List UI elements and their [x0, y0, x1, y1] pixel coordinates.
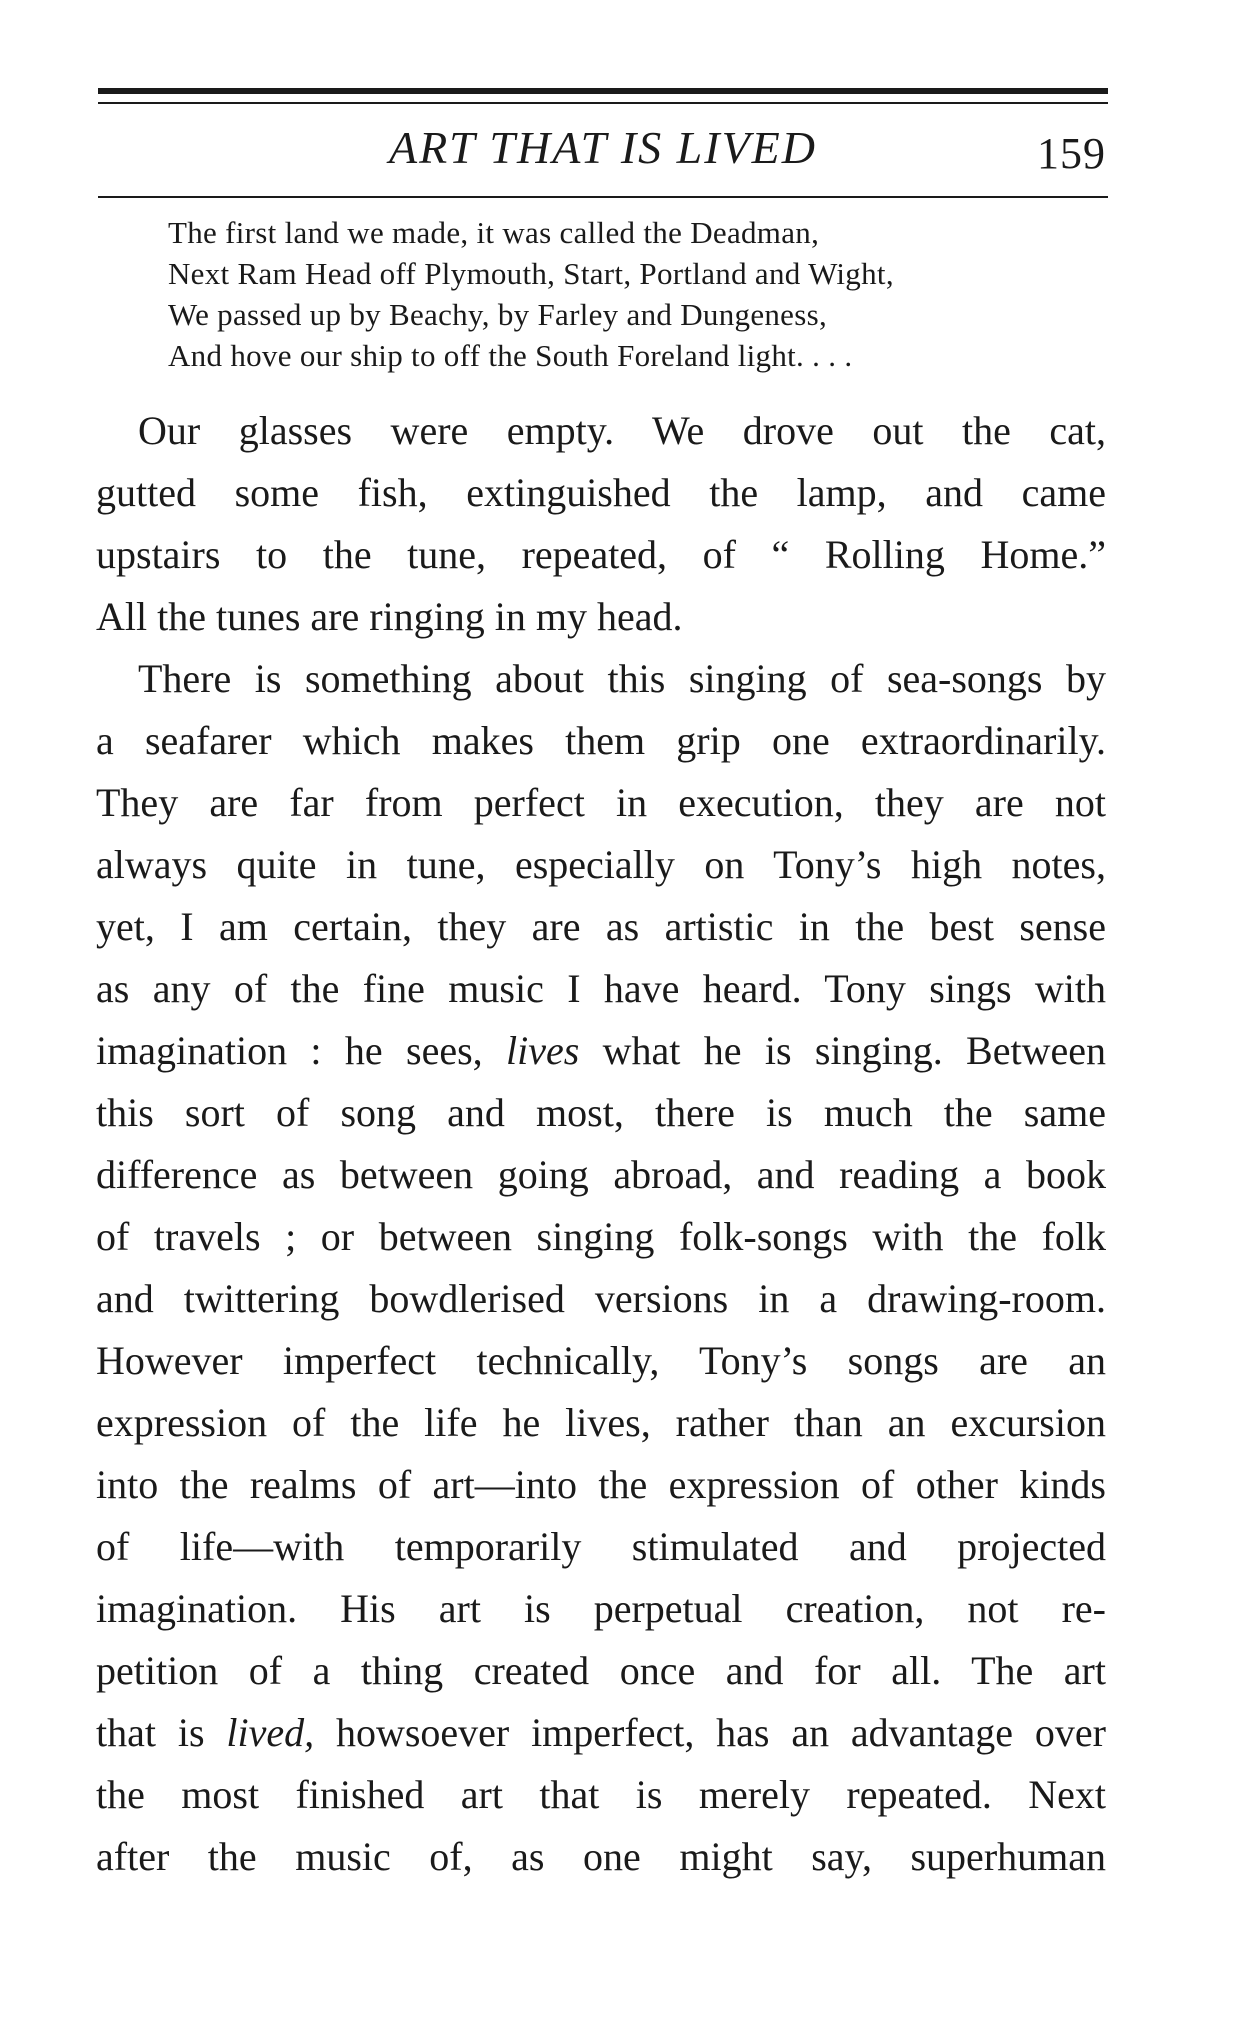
- verse-line: And hove our ship to off the South Foreland light. . . .: [168, 338, 853, 373]
- header-rule-thin: [98, 102, 1108, 104]
- paragraph-2-line: imagination : he sees, lives what he is singing. Between: [96, 1028, 1106, 1073]
- verse-quotation: [168, 212, 1108, 376]
- paragraph-2-line: as any of the fine music I have heard. Tony sings with: [96, 966, 1106, 1011]
- paragraph-2-line: after the music of, as one might say, superhuman: [96, 1834, 1106, 1879]
- paragraph-2-line: this sort of song and most, there is much the same: [96, 1090, 1106, 1135]
- body-text: [96, 400, 1106, 1888]
- verse-line: We passed up by Beachy, by Farley and Dungeness,: [168, 297, 828, 332]
- header-rule-bottom: [98, 196, 1108, 198]
- paragraph-1-line: All the tunes are ringing in my head.: [96, 594, 683, 639]
- page-number: 159: [1037, 129, 1106, 178]
- paragraph-2-line: expression of the life he lives, rather than an excursion: [96, 1400, 1106, 1445]
- paragraph-2-line: into the realms of art—into the expression of other kinds: [96, 1462, 1106, 1507]
- paragraph-2-line: They are far from perfect in execution, they are not: [96, 780, 1106, 825]
- paragraph-2-line: of life—with temporarily stimulated and projected: [96, 1524, 1106, 1569]
- paragraph-2-line: petition of a thing created once and for all. The art: [96, 1648, 1106, 1693]
- running-title: ART THAT IS LIVED: [388, 122, 818, 173]
- paragraph-2-line: that is lived, howsoever imperfect, has an advantage over: [96, 1710, 1106, 1755]
- paragraph-1-line: gutted some fish, extinguished the lamp, and came: [96, 470, 1106, 515]
- paragraph-2-line: yet, I am certain, they are as artistic in the best sense: [96, 904, 1106, 949]
- running-head: [98, 118, 1108, 178]
- paragraph-1-line: Our glasses were empty. We drove out the cat,: [138, 408, 1106, 453]
- verse-line: The first land we made, it was called the Deadman,: [168, 215, 820, 250]
- verse-line: Next Ram Head off Plymouth, Start, Portland and Wight,: [168, 256, 894, 291]
- paragraph-1-line: upstairs to the tune, repeated, of “ Rolling Home.”: [96, 532, 1106, 577]
- paragraph-2-line: and twittering bowdlerised versions in a drawing-room.: [96, 1276, 1106, 1321]
- paragraph-2-line: always quite in tune, especially on Tony’s high notes,: [96, 842, 1106, 887]
- paragraph-2-line: However imperfect technically, Tony’s songs are an: [96, 1338, 1106, 1383]
- paragraph-2-line: of travels ; or between singing folk-songs with the folk: [96, 1214, 1106, 1259]
- paragraph-2-line: There is something about this singing of sea-songs by: [138, 656, 1106, 701]
- paragraph-2-line: a seafarer which makes them grip one extraordinarily.: [96, 718, 1106, 763]
- header-rule-thick: [98, 88, 1108, 94]
- paragraph-2-line: the most finished art that is merely repeated. Next: [96, 1772, 1106, 1817]
- paragraph-2-line: imagination. His art is perpetual creation, not re-: [96, 1586, 1106, 1631]
- paragraph-2-line: difference as between going abroad, and reading a book: [96, 1152, 1106, 1197]
